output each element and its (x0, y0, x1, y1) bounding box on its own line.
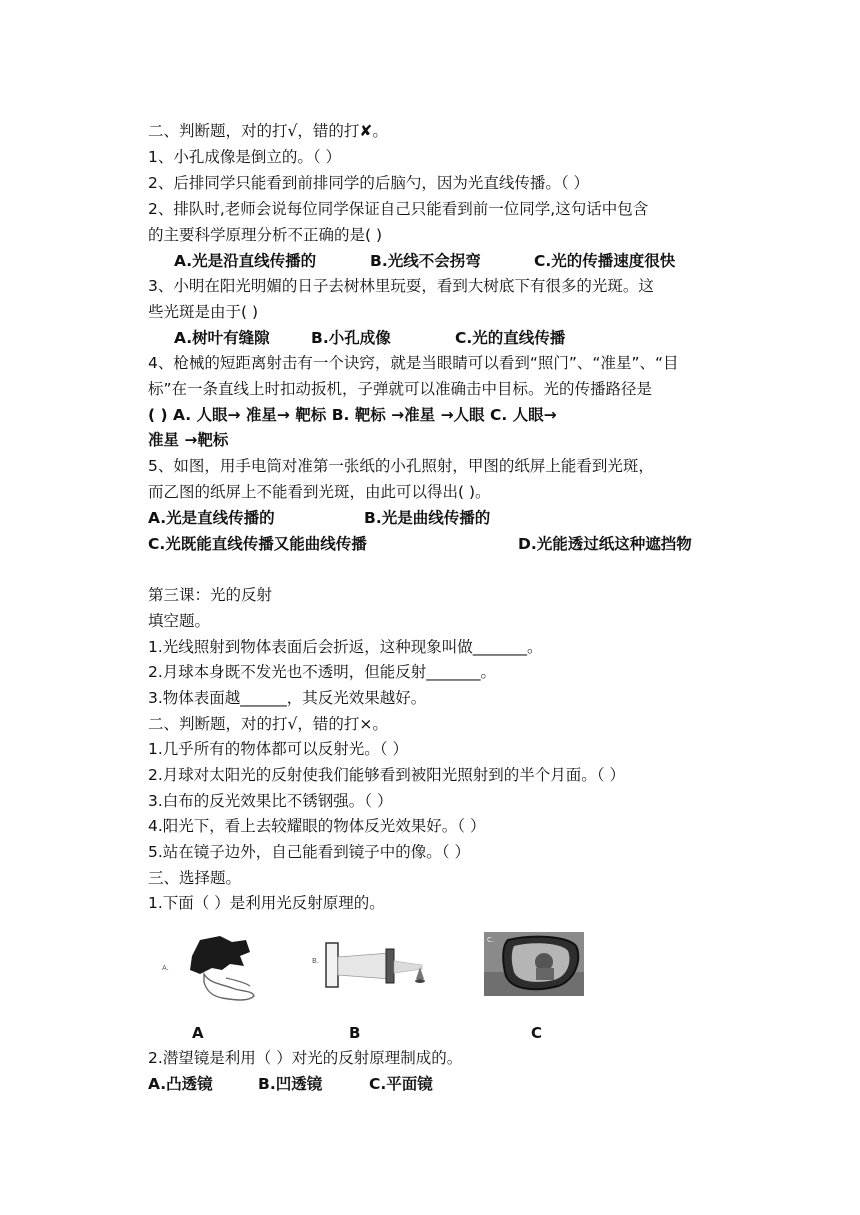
question-1: 1、小孔成像是倒立的。（ ） (148, 148, 342, 166)
q3-option-a: A.树叶有缝隙 (174, 329, 270, 347)
question-3-line1: 3、小明在阳光明媚的日子去树林里玩耍，看到大树底下有很多的光斑。这 (148, 277, 654, 295)
q5-option-a: A.光是直线传播的 (148, 509, 275, 527)
question-5-line1: 5、如图，用手电筒对准第一张纸的小孔照射，甲图的纸屏上能看到光斑， (148, 457, 654, 475)
picture-c-small-label: C. (487, 936, 495, 944)
picture-label-c: C (531, 1024, 543, 1042)
question-5-line2: 而乙图的纸屏上不能看到光斑，由此可以得出( )。 (148, 483, 491, 501)
q2b-option-c: C.光的传播速度很快 (534, 252, 676, 270)
q5-option-d: D.光能透过纸这种遮挡物 (518, 535, 692, 553)
question-4-line1: 4、枪械的短距离射击有一个诀窍，就是当眼睛可以看到“照门”、“准星”、“目 (148, 354, 679, 372)
c2-option-c: C.平面镜 (369, 1075, 433, 1093)
picture-label-b: B (349, 1024, 361, 1042)
judge-question-1: 1.几乎所有的物体都可以反射光。（ ） (148, 740, 408, 758)
question-4-line4: 准星 →靶标 (148, 431, 229, 449)
picture-label-a: A (192, 1024, 204, 1042)
pinhole-setup-picture (310, 935, 440, 997)
fill-section-title: 填空题。 (148, 612, 211, 630)
judge-question-5: 5.站在镜子边外，自己能看到镜子中的像。（ ） (148, 843, 470, 861)
c2-option-a: A.凸透镜 (148, 1075, 213, 1093)
q2b-option-a: A.光是沿直线传播的 (174, 252, 317, 270)
fill-question-1: 1.光线照射到物体表面后会折返，这种现象叫做_______。 (148, 638, 543, 656)
q3-option-b: B.小孔成像 (311, 329, 391, 347)
fill-question-3: 3.物体表面越______，其反光效果越好。 (148, 689, 427, 707)
choice-section-title: 三、选择题。 (148, 869, 242, 887)
question-3-line2: 些光斑是由于( ) (148, 303, 259, 321)
question-2b-line2: 的主要科学原理分析不正确的是( ) (148, 226, 383, 244)
section2-title: 二、判断题，对的打√，错的打✘。 (148, 122, 388, 140)
judge-question-2: 2.月球对太阳光的反射使我们能够看到被阳光照射到的半个月面。（ ） (148, 766, 625, 784)
q3-option-c: C.光的直线传播 (455, 329, 566, 347)
lesson3-title: 第三课：光的反射 (148, 586, 273, 604)
judge-question-4: 4.阳光下，看上去较耀眼的物体反光效果好。（ ） (148, 817, 486, 835)
picture-a-small-label: A. (162, 964, 169, 972)
q5-option-c: C.光既能直线传播又能曲线传播 (148, 535, 367, 553)
c2-option-b: B.凹透镜 (258, 1075, 323, 1093)
question-2b-line1: 2、排队时,老师会说每位同学保证自己只能看到前一位同学,这句话中包含 (148, 200, 649, 218)
judge2-title: 二、判断题，对的打√，错的打×。 (148, 715, 388, 733)
question-4-line2: 标”在一条直线上时扣动扳机，子弹就可以准确击中目标。光的传播路径是 (148, 380, 653, 398)
q2b-option-b: B.光线不会拐弯 (370, 252, 481, 270)
car-mirror-picture (484, 932, 584, 996)
question-2a: 2、后排同学只能看到前排同学的后脑勺，因为光直线传播。（ ） (148, 174, 590, 192)
choice-question-1: 1.下面（ ）是利用光反射原理的。 (148, 894, 385, 912)
picture-b-small-label: B. (312, 957, 320, 965)
judge-question-3: 3.白布的反光效果比不锈钢强。（ ） (148, 792, 393, 810)
question-4-line3: ( ) A. 人眼→ 准星→ 靶标 B. 靶标 →准星 →人眼 C. 人眼→ (148, 406, 557, 424)
choice-question-2: 2.潜望镜是利用（ ）对光的反射原理制成的。 (148, 1049, 463, 1067)
q5-option-b: B.光是曲线传播的 (364, 509, 491, 527)
hand-shadow-picture (160, 930, 260, 1008)
fill-question-2: 2.月球本身既不发光也不透明，但能反射_______。 (148, 663, 497, 681)
